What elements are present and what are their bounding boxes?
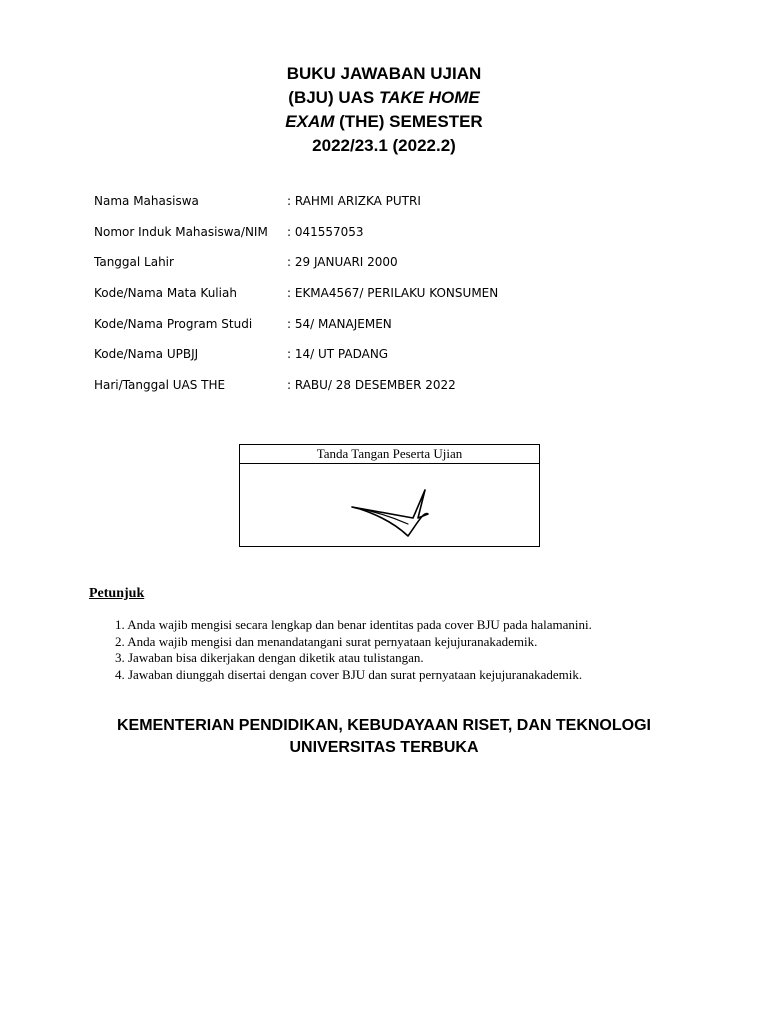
institution-footer [0, 715, 768, 759]
title-line-4: 2022/23.1 (2022.2) [312, 136, 456, 155]
signature-box [239, 444, 540, 547]
identity-value: : RABU/ 28 DESEMBER 2022 [287, 378, 456, 393]
identity-label: Kode/Nama Mata Kuliah [94, 286, 237, 301]
title-line-2 [0, 86, 768, 110]
identity-value: : 54/ MANAJEMEN [287, 316, 392, 331]
petunjuk-heading: Petunjuk [89, 586, 145, 601]
instruction-item: 3. Jawaban bisa dikerjakan dengan diketik atau tulistangan. [115, 650, 424, 665]
title-line-3-suffix: (THE) SEMESTER [334, 112, 483, 131]
identity-value: : 29 JANUARI 2000 [287, 255, 398, 270]
handwritten-signature [240, 464, 539, 546]
identity-label: Tanggal Lahir [94, 255, 174, 270]
title-line-2-prefix: (BJU) UAS [288, 88, 379, 107]
title-line-1: BUKU JAWABAN UJIAN [286, 64, 482, 83]
identity-value: : 041557053 [287, 224, 364, 239]
identity-label: Nomor Induk Mahasiswa/NIM [94, 224, 268, 239]
document-title [0, 62, 768, 158]
instruction-item: 1. Anda wajib mengisi secara lengkap dan benar identitas pada cover BJU pada halamanini. [115, 617, 592, 632]
identity-label: Kode/Nama UPBJJ [94, 347, 199, 362]
identity-label: Kode/Nama Program Studi [94, 316, 253, 331]
title-line-3 [0, 110, 768, 134]
title-line-2-italic: TAKE HOME [378, 88, 480, 107]
identity-value: : RAHMI ARIZKA PUTRI [287, 194, 421, 208]
instruction-item: 4. Jawaban diunggah disertai dengan cover BJU dan surat pernyataan kejujuranakademik. [115, 666, 583, 682]
instructions-list [115, 617, 592, 683]
instruction-item: 2. Anda wajib mengisi dan menandatangani surat pernyataan kejujuranakademik. [115, 633, 538, 649]
identity-label: Hari/Tanggal UAS THE [94, 378, 226, 393]
signature-box-header: Tanda Tangan Peserta Ujian [240, 445, 539, 464]
identity-label: Nama Mahasiswa [94, 194, 199, 208]
ministry-name: KEMENTERIAN PENDIDIKAN, KEBUDAYAAN RISET, DAN TEKNOLOGI [117, 717, 651, 734]
identity-value: : 14/ UT PADANG [287, 347, 389, 362]
university-name: UNIVERSITAS TERBUKA [289, 739, 479, 756]
title-line-3-italic: EXAM [285, 112, 335, 131]
identity-value: : EKMA4567/ PERILAKU KONSUMEN [287, 286, 499, 301]
